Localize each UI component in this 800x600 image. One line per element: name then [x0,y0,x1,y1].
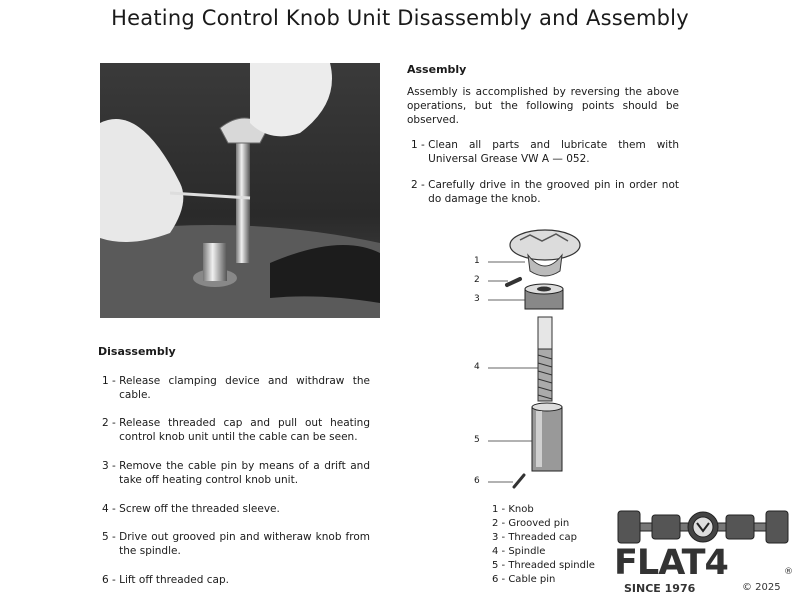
logo-copyright: © 2025 [742,582,781,593]
step-number: 5 - [102,531,120,543]
exploded-parts-diagram [470,225,610,495]
step-number: 6 - [102,574,120,586]
callout-label: 4 [474,362,480,372]
step-text: Clean all parts and lubricate them with Universal Grease VW A — 052. [428,139,679,165]
step-text: Carefully drive in the grooved pin in order not do damage the knob. [428,179,679,205]
grooved-pin-part [507,279,520,285]
assembly-step [411,138,679,166]
callout-label: 2 [474,275,480,285]
legend-item: 6 - Cable pin [492,574,556,585]
page-title: Heating Control Knob Unit Disassembly and Assembly [111,6,689,30]
disassembly-step [102,459,370,487]
disassembly-step [102,573,370,587]
disassembly-photo [100,63,380,318]
registered-mark: ® [784,567,793,577]
legend-item: 3 - Threaded cap [492,532,577,543]
disassembly-step [102,416,370,444]
legend-item: 2 - Grooved pin [492,518,570,529]
logo-since: SINCE 1976 [624,582,696,595]
step-text: Remove the cable pin by means of a drift and take off heating control knob unit. [119,460,370,486]
assembly-heading: Assembly [407,63,467,76]
callout-label: 3 [474,294,480,304]
legend-item: 5 - Threaded spindle [492,560,595,571]
disassembly-step [102,530,370,558]
assembly-step [411,178,679,206]
callout-label: 1 [474,256,480,266]
legend-item: 1 - Knob [492,504,534,515]
step-number: 2 - [102,417,120,429]
parts-legend [492,503,595,587]
step-number: 2 - [411,179,429,191]
step-text: Screw off the threaded sleeve. [119,503,280,515]
step-number: 4 - [102,503,120,515]
assembly-intro: Assembly is accomplished by reversing the above operations, but the following points should be observed. [407,86,679,126]
step-text: Lift off threaded cap. [119,574,229,586]
step-text: Release threaded cap and pull out heating control knob unit until the cable can be seen. [119,417,370,443]
knob-part [510,230,580,276]
legend-item: 4 - Spindle [492,546,546,557]
step-number: 1 - [411,139,429,151]
disassembly-step [102,374,370,402]
flat4-logo [612,505,794,597]
callout-label: 5 [474,435,480,445]
step-number: 3 - [102,460,120,472]
step-text: Release clamping device and withdraw the cable. [119,375,370,401]
step-number: 1 - [102,375,120,387]
disassembly-step [102,502,370,516]
callout-label: 6 [474,476,480,486]
cable-pin-part [514,475,524,487]
step-text: Drive out grooved pin and witheraw knob from the spindle. [119,531,370,557]
threaded-spindle-part [532,403,562,471]
threaded-cap-part [525,284,563,309]
disassembly-heading: Disassembly [98,345,176,358]
spindle-part [538,317,552,401]
logo-brand: FLAT4 [614,543,728,583]
